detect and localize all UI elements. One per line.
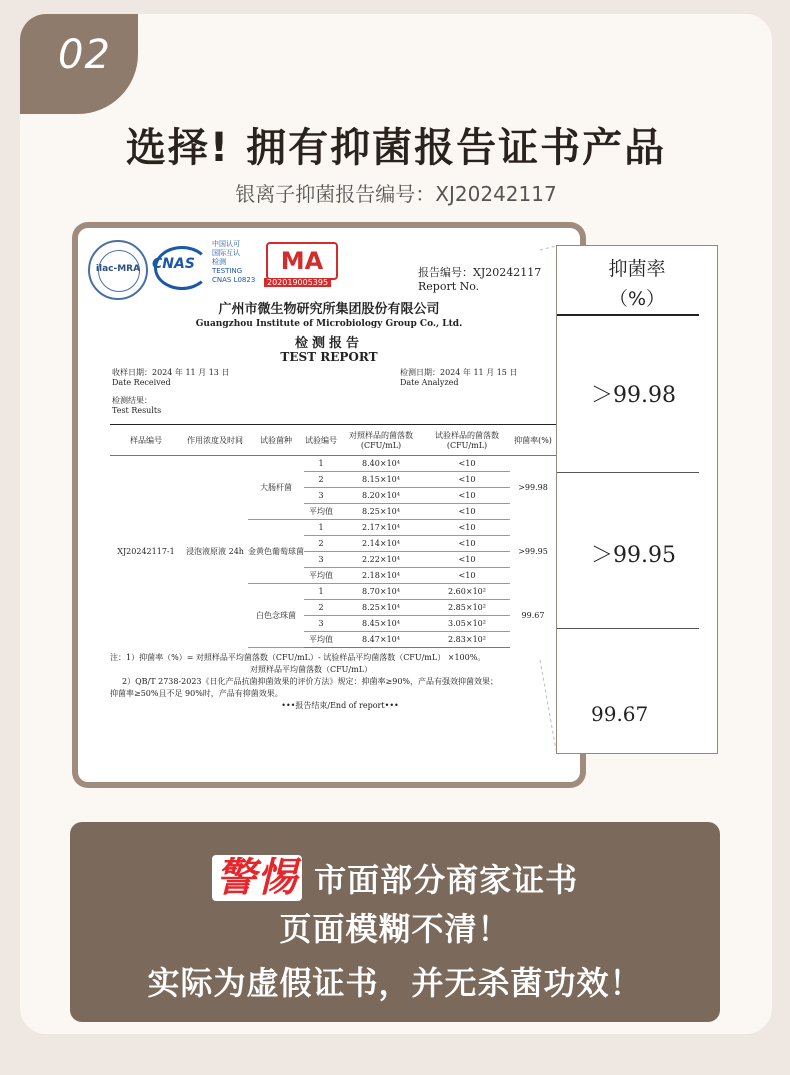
institute-name-cn: 广州市微生物研究所集团股份有限公司 bbox=[218, 302, 440, 317]
warning-line-1: 警惕 市面部分商家证书 bbox=[70, 846, 720, 903]
ilac-mra-logo: ilac-MRA bbox=[88, 240, 148, 300]
date-analyzed: 检测日期：2024 年 11 月 15 日 Date Analyzed bbox=[400, 368, 518, 387]
test-results-label: 检测结果： Test Results bbox=[112, 396, 162, 415]
callout-divider bbox=[557, 314, 699, 316]
cma-logo: MA bbox=[266, 242, 338, 280]
report-number: 报告编号：XJ20242117 Report No. bbox=[418, 266, 542, 293]
section-number: 02 bbox=[58, 32, 111, 78]
table-header-row: 样品编号 作用浓度及时间 试验菌种 试验编号 对照样品的菌落数(CFU/mL) 试验样品的菌落数(CFU/mL) 抑菌率(%) bbox=[110, 425, 556, 456]
table-row: 平均值 2.18×10⁴ <10 bbox=[110, 568, 556, 584]
institute-name-en: Guangzhou Institute of Microbiology Group Co., Ltd. bbox=[195, 319, 463, 329]
table-row: 平均值 8.25×10⁴ <10 bbox=[110, 504, 556, 520]
report-notes: 注：1）抑菌率（%）= 对照样品平均菌落数（CFU/mL）- 试验样品平均菌落数（CFU/mL） ×100%。 对照样品平均菌落数（CFU/mL） 2）QB/T 2738-2023《日化产品抗菌抑菌效果的评价方法》规定：抑菌率≥90%，产品有强效抑菌效果； 抑菌率≥50%且不足 90%时，产品有抑菌效果。 •••报告结束/End of report••• bbox=[110, 652, 570, 712]
table-row: 2 2.14×10⁴ <10 bbox=[110, 536, 556, 552]
cma-number: 202019005395 bbox=[264, 278, 331, 287]
table-row: 3 2.22×10⁴ <10 bbox=[110, 552, 556, 568]
table-row: 金黄色葡萄球菌 1 2.17×10⁴ <10 >99.95 bbox=[110, 520, 556, 536]
report-title-cn: 检测报告 bbox=[294, 336, 363, 351]
table-row: 平均值 8.47×10⁴ 2.83×10² bbox=[110, 632, 556, 648]
warning-line-2: 页面模糊不清！ bbox=[279, 910, 511, 948]
table-row: XJ20242117-1 浸泡液原液 24h 大肠杆菌 1 8.40×10⁴ <10 >99.98 bbox=[110, 456, 556, 472]
report-number-subline: 银离子抑菌报告编号：XJ20242117 bbox=[235, 182, 557, 206]
table-row: 3 8.45×10⁴ 3.05×10² bbox=[110, 616, 556, 632]
cnas-logo: CNAS bbox=[152, 246, 208, 286]
warning-line-3: 实际为虚假证书，并无杀菌功效！ bbox=[147, 964, 643, 1002]
end-of-report: •••报告结束/End of report••• bbox=[281, 701, 399, 710]
table-row: 3 8.20×10⁴ <10 bbox=[110, 488, 556, 504]
rate-value: ＞99.98 bbox=[591, 383, 676, 408]
rate-value: 99.67 bbox=[591, 702, 649, 726]
report-title-en: TEST REPORT bbox=[280, 350, 378, 364]
rate-value: ＞99.95 bbox=[591, 543, 676, 568]
headline: 选择! 拥有抑菌报告证书产品 bbox=[125, 125, 667, 171]
table-row: 2 8.25×10⁴ 2.85×10² bbox=[110, 600, 556, 616]
warning-box bbox=[70, 822, 720, 1022]
callout-divider bbox=[557, 472, 699, 473]
inhibition-rate-callout bbox=[556, 245, 718, 754]
callout-header: 抑菌率 （%） bbox=[608, 258, 666, 310]
table-row: 2 8.15×10⁴ <10 bbox=[110, 472, 556, 488]
warning-highlight: 警惕 bbox=[212, 855, 302, 901]
date-received: 收样日期：2024 年 11 月 13 日 Date Received bbox=[112, 368, 230, 387]
cnas-note: 中国认可 国际互认 检测 TESTING CNAS L0823 bbox=[212, 240, 256, 284]
callout-divider bbox=[557, 628, 699, 629]
table-row: 白色念珠菌 1 8.70×10⁴ 2.60×10² 99.67 bbox=[110, 584, 556, 600]
